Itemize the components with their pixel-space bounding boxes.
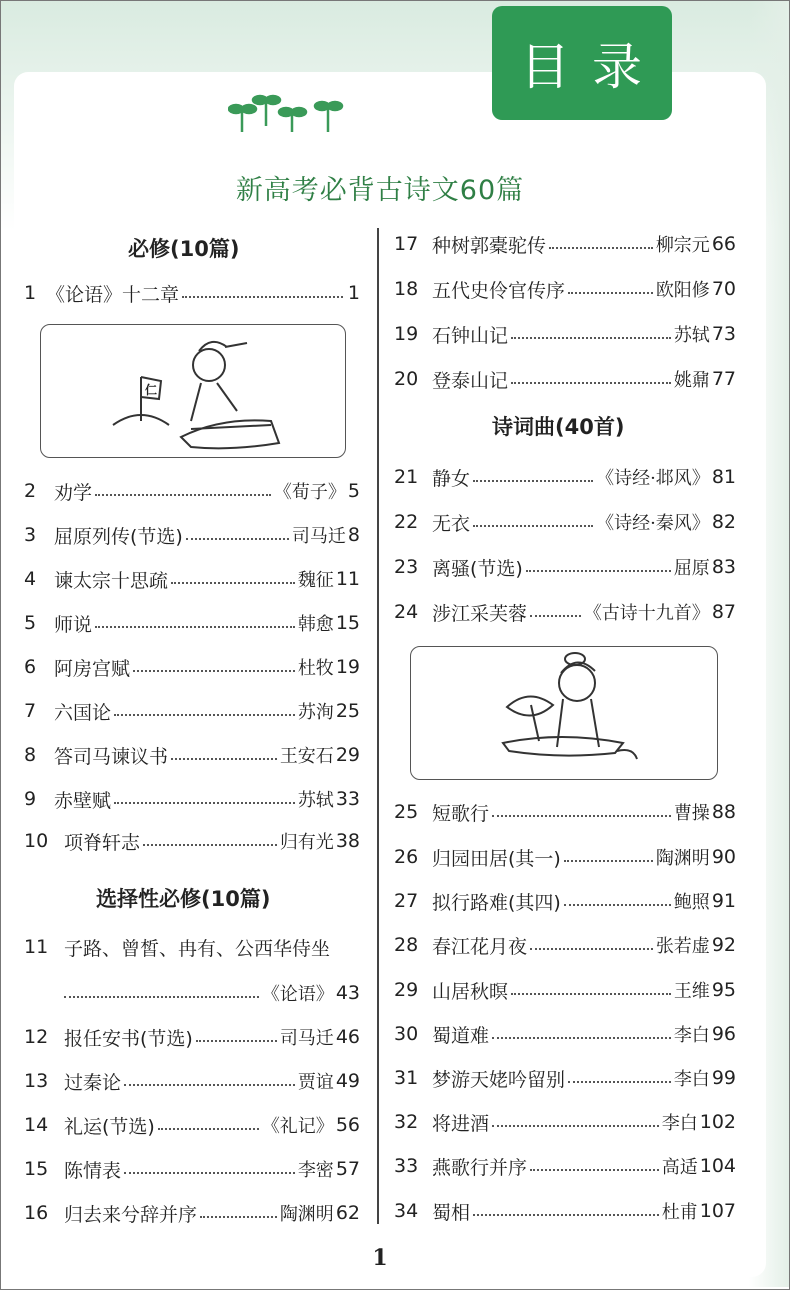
- column-divider: [377, 228, 379, 1224]
- leader-dots: [200, 1216, 277, 1218]
- entry-number: 13: [24, 1070, 49, 1092]
- leader-dots: [186, 538, 289, 540]
- entry-number: 27: [394, 890, 419, 912]
- entry-number: 5: [24, 612, 37, 634]
- entry-page: 104: [699, 1155, 736, 1177]
- entry-number: 34: [394, 1200, 419, 1222]
- leader-dots: [124, 1084, 295, 1086]
- entry-number: 25: [394, 801, 419, 823]
- reading-scholar-illustration: [40, 324, 346, 458]
- entry-author: 陶渊明: [655, 848, 710, 869]
- leader-dots: [133, 670, 295, 672]
- entry-page: 25: [335, 700, 360, 722]
- toc-entry[interactable]: [24, 652, 360, 682]
- leader-dots: [511, 993, 671, 995]
- toc-entry[interactable]: [394, 552, 736, 582]
- entry-number: 29: [394, 979, 419, 1001]
- leader-dots: [511, 382, 671, 384]
- entry-page: 11: [335, 568, 360, 590]
- entry-page: 1: [347, 282, 360, 304]
- entry-title: 短歌行: [432, 802, 490, 825]
- leader-dots: [511, 337, 671, 339]
- leader-dots: [568, 292, 653, 294]
- entry-author: 《论语》: [261, 984, 334, 1005]
- entry-author: 《诗经·邶风》: [596, 468, 710, 489]
- leader-dots: [171, 582, 295, 584]
- entry-number: 21: [394, 466, 419, 488]
- entry-page: 5: [347, 480, 360, 502]
- leader-dots: [171, 758, 277, 760]
- toc-entry[interactable]: [24, 1022, 360, 1052]
- entry-number: 26: [394, 846, 419, 868]
- entry-page: 87: [711, 601, 736, 623]
- leader-dots: [473, 525, 593, 527]
- toc-entry[interactable]: [24, 696, 360, 726]
- entry-title: 赤壁赋: [54, 789, 112, 812]
- entry-page: 92: [711, 934, 736, 956]
- leader-dots: [473, 1214, 659, 1216]
- entry-author: 苏轼: [297, 790, 334, 811]
- toc-entry[interactable]: [394, 1151, 736, 1181]
- toc-entry-line1[interactable]: [24, 932, 360, 962]
- entry-title: 拟行路难(其四): [432, 891, 561, 914]
- entry-number: 6: [24, 656, 37, 678]
- entry-page: 46: [335, 1026, 360, 1048]
- toc-entry[interactable]: [394, 229, 736, 259]
- entry-author: 欧阳修: [655, 280, 710, 301]
- leader-dots: [530, 948, 653, 950]
- leader-dots: [95, 626, 295, 628]
- entry-title: 蜀道难: [432, 1024, 490, 1047]
- toc-entry[interactable]: [394, 797, 736, 827]
- entry-number: 1: [24, 282, 37, 304]
- entry-author: 李白: [673, 1025, 710, 1046]
- entry-title: 陈情表: [64, 1159, 122, 1182]
- entry-title: 归园田居(其一): [432, 847, 561, 870]
- entry-author: 杜牧: [297, 658, 334, 679]
- entry-page: 83: [711, 556, 736, 578]
- entry-page: 95: [711, 979, 736, 1001]
- entry-author: 司马迁: [279, 1028, 334, 1049]
- leader-dots: [143, 844, 277, 846]
- entry-author: 王维: [673, 981, 710, 1002]
- toc-entry[interactable]: [24, 278, 360, 308]
- entry-title: 春江花月夜: [432, 935, 528, 958]
- entry-page: 49: [335, 1070, 360, 1092]
- entry-page: 38: [335, 830, 360, 852]
- leader-dots: [158, 1128, 259, 1130]
- entry-number: 8: [24, 744, 37, 766]
- leader-dots: [196, 1040, 277, 1042]
- toc-entry[interactable]: [394, 597, 736, 627]
- entry-title: 将进酒: [432, 1112, 490, 1135]
- leader-dots: [564, 904, 671, 906]
- entry-page: 29: [335, 744, 360, 766]
- entry-title: 石钟山记: [432, 324, 509, 347]
- entry-number: 23: [394, 556, 419, 578]
- girl-drawing: [411, 647, 717, 779]
- leader-dots: [473, 480, 593, 482]
- entry-title: 礼运(节选): [64, 1115, 155, 1138]
- section-heading-bixiu: 必修(10篇): [128, 237, 240, 261]
- entry-title: 无衣: [432, 512, 471, 535]
- entry-number: 14: [24, 1114, 49, 1136]
- contents-tab: 目录: [492, 6, 672, 120]
- entry-number: 2: [24, 480, 37, 502]
- entry-author: 李白: [673, 1069, 710, 1090]
- leader-dots: [530, 1169, 659, 1171]
- entry-number: 9: [24, 788, 37, 810]
- entry-title: 谏太宗十思疏: [54, 569, 169, 592]
- leader-dots: [549, 247, 653, 249]
- entry-number: 16: [24, 1202, 49, 1224]
- entry-page: 62: [335, 1202, 360, 1224]
- entry-page: 43: [335, 982, 360, 1004]
- entry-number: 30: [394, 1023, 419, 1045]
- entry-author: 归有光: [279, 832, 334, 853]
- entry-page: 90: [711, 846, 736, 868]
- entry-page: 73: [711, 323, 736, 345]
- page-title: 新高考必背古诗文60篇: [235, 175, 525, 206]
- toc-entry[interactable]: [24, 476, 360, 506]
- entry-author: 姚鼐: [673, 370, 710, 391]
- entry-author: 韩愈: [297, 614, 334, 635]
- toc-entry[interactable]: [24, 826, 360, 856]
- section-heading-shici: 诗词曲(40首): [492, 415, 625, 439]
- entry-number: 15: [24, 1158, 49, 1180]
- entry-title: 涉江采芙蓉: [432, 602, 528, 625]
- entry-author: 陶渊明: [279, 1204, 334, 1225]
- entry-number: 32: [394, 1111, 419, 1133]
- toc-entry[interactable]: [394, 930, 736, 960]
- entry-page: 91: [711, 890, 736, 912]
- entry-number: 18: [394, 278, 419, 300]
- entry-author: 张若虚: [655, 936, 710, 957]
- toc-entry[interactable]: [394, 1107, 736, 1137]
- entry-page: 15: [335, 612, 360, 634]
- entry-title: 登泰山记: [432, 369, 509, 392]
- entry-number: 20: [394, 368, 419, 390]
- leader-dots: [564, 860, 653, 862]
- entry-author: 王安石: [279, 746, 334, 767]
- entry-author: 苏洵: [297, 702, 334, 723]
- entry-author: 司马迁: [291, 526, 346, 547]
- entry-number: 3: [24, 524, 37, 546]
- toc-entry[interactable]: [394, 842, 736, 872]
- entry-title: 归去来兮辞并序: [64, 1203, 198, 1226]
- toc-entry[interactable]: [24, 784, 360, 814]
- entry-number: 28: [394, 934, 419, 956]
- entry-number: 11: [24, 936, 49, 958]
- entry-author: 《荀子》: [273, 482, 346, 503]
- leader-dots: [492, 815, 671, 817]
- leader-dots: [64, 996, 259, 998]
- toc-entry[interactable]: [24, 740, 360, 770]
- entry-number: 12: [24, 1026, 49, 1048]
- entry-author: 鲍照: [673, 892, 710, 913]
- entry-page: 70: [711, 278, 736, 300]
- entry-title: 屈原列传(节选): [54, 525, 183, 548]
- toc-entry[interactable]: [394, 274, 736, 304]
- toc-entry[interactable]: [24, 1110, 360, 1140]
- entry-page: 82: [711, 511, 736, 533]
- entry-title: 子路、曾皙、冉有、公西华侍坐: [64, 937, 331, 960]
- toc-entry[interactable]: [394, 975, 736, 1005]
- toc-entry[interactable]: [394, 364, 736, 394]
- entry-page: 102: [699, 1111, 736, 1133]
- entry-page: 8: [347, 524, 360, 546]
- entry-title: 答司马谏议书: [54, 745, 169, 768]
- toc-entry[interactable]: [394, 507, 736, 537]
- entry-title: 山居秋暝: [432, 980, 509, 1003]
- leader-dots: [124, 1172, 295, 1174]
- entry-page: 88: [711, 801, 736, 823]
- leader-dots: [114, 802, 295, 804]
- leader-dots: [114, 714, 295, 716]
- entry-title: 静女: [432, 467, 471, 490]
- toc-entry[interactable]: [394, 319, 736, 349]
- sprouts-icon: [228, 92, 348, 138]
- entry-author: 柳宗元: [655, 235, 710, 256]
- leader-dots: [526, 570, 671, 572]
- entry-page: 19: [335, 656, 360, 678]
- entry-title: 离骚(节选): [432, 557, 523, 580]
- page-number: 1: [372, 1245, 388, 1271]
- toc-entry[interactable]: [24, 564, 360, 594]
- entry-page: 33: [335, 788, 360, 810]
- entry-author: 《诗经·秦风》: [596, 513, 710, 534]
- entry-page: 77: [711, 368, 736, 390]
- entry-author: 高适: [661, 1157, 698, 1178]
- entry-page: 66: [711, 233, 736, 255]
- entry-number: 31: [394, 1067, 419, 1089]
- entry-author: 《礼记》: [261, 1116, 334, 1137]
- leader-dots: [530, 615, 581, 617]
- toc-entry-line2[interactable]: [64, 978, 360, 1008]
- entry-author: 魏征: [297, 570, 334, 591]
- entry-number: 19: [394, 323, 419, 345]
- entry-page: 81: [711, 466, 736, 488]
- leader-dots: [568, 1081, 671, 1083]
- toc-entry[interactable]: [394, 462, 736, 492]
- toc-entry[interactable]: [24, 608, 360, 638]
- section-heading-xuanze: 选择性必修(10篇): [96, 887, 271, 911]
- scholar-drawing: [41, 325, 345, 457]
- entry-number: 24: [394, 601, 419, 623]
- toc-entry[interactable]: [24, 520, 360, 550]
- leader-dots: [492, 1125, 659, 1127]
- entry-title: 燕歌行并序: [432, 1156, 528, 1179]
- entry-number: 10: [24, 830, 49, 852]
- entry-author: 曹操: [673, 803, 710, 824]
- entry-page: 96: [711, 1023, 736, 1045]
- entry-author: 贾谊: [297, 1072, 334, 1093]
- entry-number: 7: [24, 700, 37, 722]
- entry-title: 蜀相: [432, 1201, 471, 1224]
- entry-page: 107: [699, 1200, 736, 1222]
- entry-page: 99: [711, 1067, 736, 1089]
- toc-entry[interactable]: [394, 1063, 736, 1093]
- toc-entry[interactable]: [24, 1154, 360, 1184]
- entry-number: 4: [24, 568, 37, 590]
- entry-number: 33: [394, 1155, 419, 1177]
- entry-page: 57: [335, 1158, 360, 1180]
- entry-title: 过秦论: [64, 1071, 122, 1094]
- entry-title: 劝学: [54, 481, 93, 504]
- entry-author: 杜甫: [661, 1202, 698, 1223]
- entry-title: 项脊轩志: [64, 831, 141, 854]
- flag-character: 仁: [145, 383, 158, 397]
- entry-title: 阿房宫赋: [54, 657, 131, 680]
- toc-entry[interactable]: [24, 1066, 360, 1096]
- entry-title: 种树郭橐驼传: [432, 234, 547, 257]
- entry-author: 李白: [661, 1113, 698, 1134]
- entry-title: 《论语》十二章: [46, 283, 180, 306]
- toc-entry[interactable]: [394, 886, 736, 916]
- leader-dots: [182, 296, 343, 298]
- entry-author: 李密: [297, 1160, 334, 1181]
- girl-with-lotus-illustration: [410, 646, 718, 780]
- toc-entry[interactable]: [24, 1198, 360, 1228]
- entry-title: 六国论: [54, 701, 112, 724]
- entry-title: 师说: [54, 613, 93, 636]
- entry-title: 梦游天姥吟留别: [432, 1068, 566, 1091]
- entry-number: 22: [394, 511, 419, 533]
- leader-dots: [492, 1037, 671, 1039]
- leader-dots: [95, 494, 271, 496]
- entry-title: 五代史伶官传序: [432, 279, 566, 302]
- entry-author: 《古诗十九首》: [583, 603, 710, 624]
- toc-entry[interactable]: [394, 1019, 736, 1049]
- toc-entry[interactable]: [394, 1196, 736, 1226]
- entry-author: 苏轼: [673, 325, 710, 346]
- entry-author: 屈原: [673, 558, 710, 579]
- entry-title: 报任安书(节选): [64, 1027, 193, 1050]
- entry-page: 56: [335, 1114, 360, 1136]
- entry-number: 17: [394, 233, 419, 255]
